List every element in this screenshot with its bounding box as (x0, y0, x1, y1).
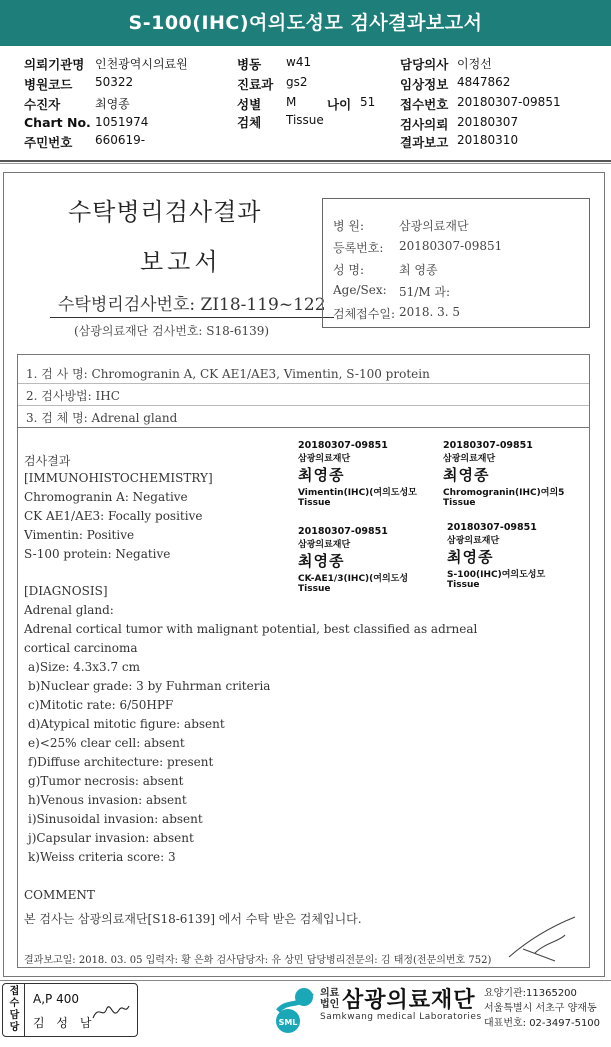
header-divider (0, 160, 611, 164)
label-accession: 20180307-09851 (447, 522, 537, 533)
diagnosis-item: c)Mitotic rate: 6/50HPF (28, 698, 174, 712)
header-value: 인천광역시의료원 (95, 57, 188, 71)
report-header (0, 50, 611, 154)
diagnosis-line: cortical carcinoma (24, 641, 138, 655)
specimen-label (443, 440, 571, 508)
comment-text: 본 검사는 삼광의료재단[S18-6139] 에서 수탁 받은 검체입니다. (24, 912, 362, 926)
result-line: Vimentin: Positive (24, 528, 135, 542)
test-name: 1. 검 사 명: Chromogranin A, CK AE1/AE3, Vimentin, S-100 protein (26, 367, 430, 381)
org-type-text: 의료 법인 (320, 988, 340, 1010)
label-institution: 삼광의료재단 (447, 536, 500, 546)
org-english-name: Samkwang medical Laboratories (320, 1012, 482, 1022)
comment-heading: COMMENT (24, 888, 95, 902)
header-label: 주민번호 (24, 135, 73, 150)
scanned-report-title: 수탁병리검사결과 (68, 198, 262, 226)
label-institution: 삼광의료재단 (443, 454, 496, 464)
header-label: 병원코드 (24, 77, 73, 92)
header-value: 50322 (95, 75, 134, 89)
patient-info-box (322, 198, 590, 328)
header-label: 의뢰기관명 (24, 57, 85, 72)
header-value: gs2 (286, 75, 308, 89)
info-label: 성 명: (333, 263, 365, 277)
header-label: Chart No. (24, 115, 91, 130)
header-value: M (286, 95, 297, 109)
result-line: CK AE1/AE3: Focally positive (24, 509, 203, 523)
exam-number: 수탁병리검사번호: ZI18-119~122 (50, 290, 334, 318)
header-value: 20180307-09851 (457, 95, 561, 109)
label-institution: 삼광의료재단 (298, 454, 351, 464)
age-label: 나이 (327, 97, 352, 112)
age-value: 51 (360, 95, 376, 109)
header-label: 진료과 (237, 77, 274, 92)
header-label: 성별 (237, 97, 262, 112)
label-patient-name: 최영종 (298, 552, 345, 570)
header-value: 이정선 (457, 57, 492, 71)
test-info-box (17, 354, 590, 428)
label-test: Chromogranin(IHC)여의5 (443, 488, 565, 498)
label-test: CK-AE1/3(IHC)(여의도성 (298, 574, 409, 584)
stamp-signature (91, 1000, 131, 1024)
result-line: Chromogranin A: Negative (24, 490, 188, 504)
header-value: 1051974 (95, 115, 149, 129)
header-value: w41 (286, 55, 312, 69)
diagnosis-item: e)<25% clear cell: absent (28, 736, 185, 750)
header-label: 검체 (237, 115, 262, 130)
diagnosis-item: k)Weiss criteria score: 3 (28, 850, 176, 864)
label-patient-name: 최영종 (447, 548, 494, 566)
label-test: S-100(IHC)여의도성모 (447, 570, 546, 580)
header-value: 20180307 (457, 115, 519, 129)
test-specimen: 3. 검 체 명: Adrenal gland (26, 411, 178, 425)
receipt-stamp (2, 983, 138, 1037)
stamp-name: 김 성 남 (33, 1016, 96, 1030)
divider (18, 383, 589, 384)
info-label: Age/Sex: (333, 283, 387, 297)
diagnosis-item: h)Venous invasion: absent (28, 793, 187, 807)
header-value: 660619- (95, 133, 146, 147)
diagnosis-heading: [DIAGNOSIS] (24, 584, 108, 598)
label-accession: 20180307-09851 (298, 526, 388, 537)
address-line: 서울특별시 서초구 양재동 (484, 1003, 597, 1014)
diagnosis-item: f)Diffuse architecture: present (28, 755, 214, 769)
diagnosis-line: Adrenal gland: (24, 603, 114, 617)
sml-logo-icon (268, 985, 324, 1035)
sml-logo-text: SML (278, 1018, 298, 1027)
diagnosis-item: b)Nuclear grade: 3 by Fuhrman criteria (28, 679, 271, 693)
report-title: S-100(IHC)여의도성모 검사결과보고서 (0, 0, 611, 46)
label-patient-name: 최영종 (298, 466, 345, 484)
label-specimen: Tissue (447, 580, 480, 590)
header-value: 20180310 (457, 133, 519, 147)
header-label: 검사의뢰 (400, 117, 449, 132)
info-value: 2018. 3. 5 (399, 305, 461, 319)
stamp-code: A,P 400 (33, 992, 79, 1006)
header-value: Tissue (286, 113, 324, 127)
header-label: 결과보고 (400, 135, 449, 150)
header-label: 임상정보 (400, 77, 449, 92)
scanned-report-subtitle: 보고서 (140, 248, 222, 276)
info-label: 병 원: (333, 219, 365, 233)
info-value: 삼광의료재단 (399, 219, 469, 233)
header-label: 접수번호 (400, 97, 449, 112)
diagnosis-item: g)Tumor necrosis: absent (28, 774, 184, 788)
address-line: 요양기관:11365200 (484, 988, 577, 999)
diagnosis-line: Adrenal cortical tumor with malignant potential, best classified as adrneal (24, 622, 478, 636)
specimen-label (447, 522, 577, 590)
result-line: S-100 protein: Negative (24, 547, 171, 561)
org-type (320, 988, 339, 1010)
header-label: 병동 (237, 57, 262, 72)
label-specimen: Tissue (298, 584, 331, 594)
label-institution: 삼광의료재단 (298, 540, 351, 550)
label-specimen: Tissue (298, 498, 331, 508)
reference-number: (삼광의료재단 검사번호: S18-6139) (74, 324, 270, 338)
info-label: 등록번호: (333, 241, 384, 255)
header-value: 최영종 (95, 97, 130, 111)
info-value: 51/M 과: (399, 285, 451, 299)
label-patient-name: 최영종 (443, 466, 490, 484)
header-value: 4847862 (457, 75, 511, 89)
pathologist-signature (505, 913, 585, 965)
label-specimen: Tissue (443, 498, 476, 508)
specimen-label (298, 526, 428, 594)
info-label: 검체접수일: (333, 307, 396, 321)
ihc-heading: [IMMUNOHISTOCHEMISTRY] (24, 471, 213, 485)
results-heading: 검사결과 (24, 454, 71, 468)
report-footer-line: 결과보고일: 2018. 03. 05 입력자: 황 은화 검사담당자: 유 상민 담당병리전문의: 김 태정(전문의번호 752) (24, 955, 492, 966)
info-value: 20180307-09851 (399, 239, 503, 253)
header-label: 수진자 (24, 97, 61, 112)
test-method: 2. 검사방법: IHC (26, 389, 120, 403)
org-address (484, 986, 600, 1031)
divider (18, 405, 589, 406)
diagnosis-item: i)Sinusoidal invasion: absent (28, 812, 203, 826)
specimen-label (298, 440, 438, 508)
diagnosis-item: a)Size: 4.3x3.7 cm (28, 660, 141, 674)
diagnosis-item: d)Atypical mitotic figure: absent (28, 717, 225, 731)
address-line: 대표번호: 02-3497-5100 (484, 1018, 601, 1029)
diagnosis-item: j)Capsular invasion: absent (28, 831, 194, 845)
label-test: Vimentin(IHC)(여의도성모 (298, 488, 417, 498)
info-value: 최 영종 (399, 263, 438, 277)
label-accession: 20180307-09851 (298, 440, 388, 451)
stamp-label: 접수담당 (5, 984, 25, 1036)
label-accession: 20180307-09851 (443, 440, 533, 451)
org-name: 삼광의료재단 (342, 988, 476, 1013)
header-label: 담당의사 (400, 57, 449, 72)
